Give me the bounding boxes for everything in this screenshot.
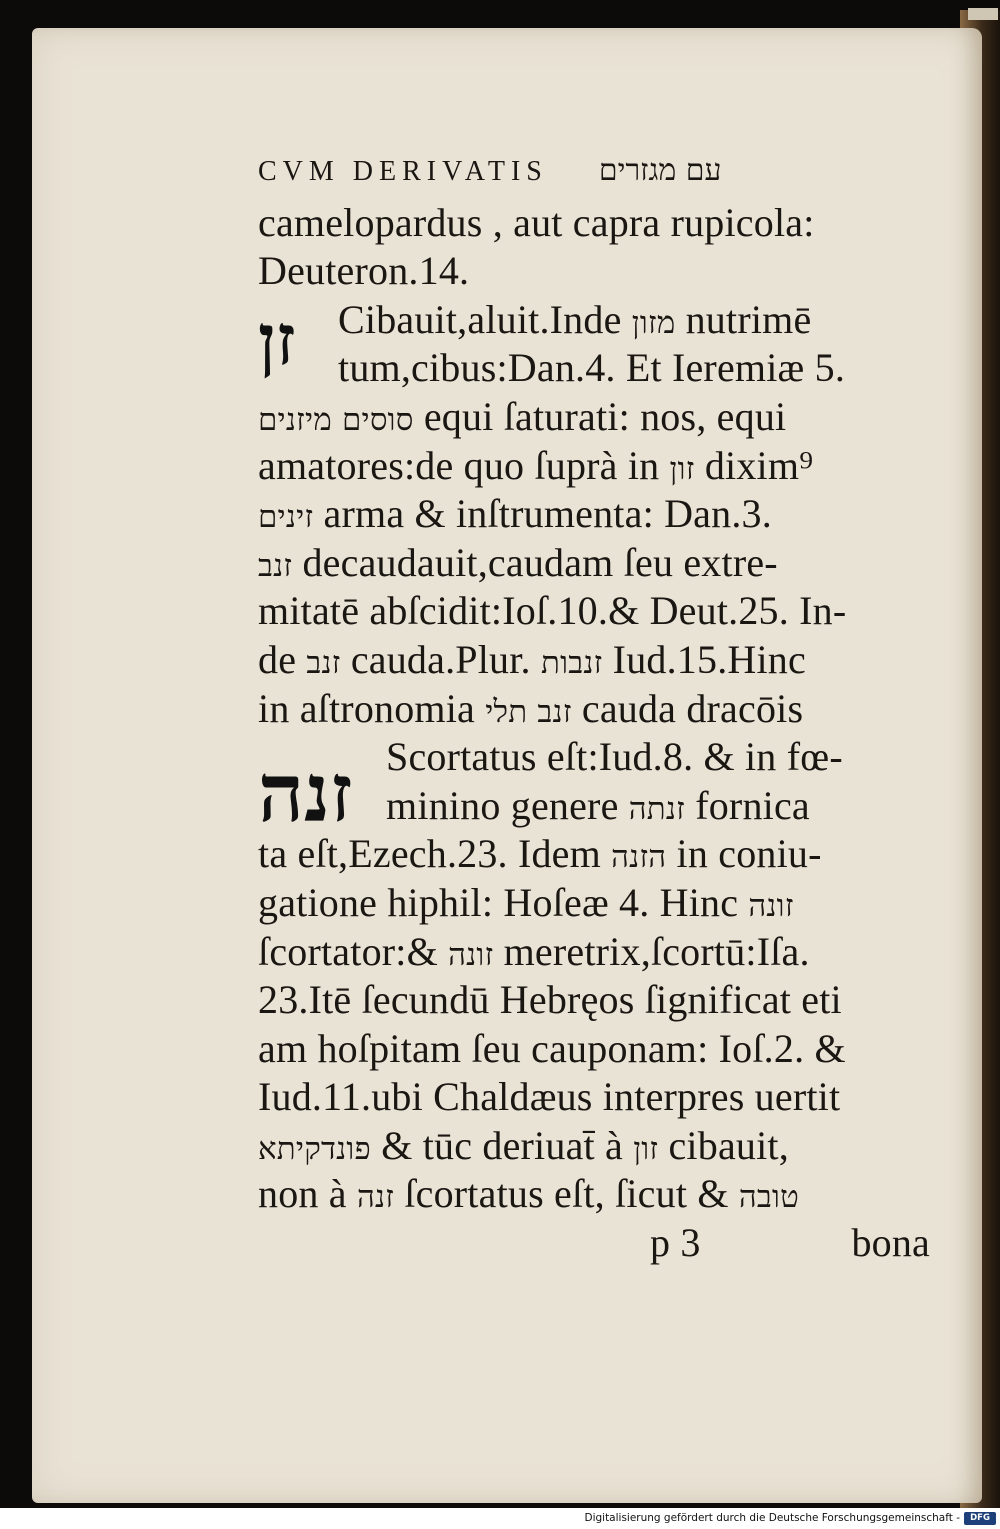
- text-line: [258, 733, 930, 782]
- text-line: [258, 1073, 930, 1122]
- latin-text: cauda.Plur.: [340, 636, 541, 682]
- latin-text: equi ſaturati: nos, equi: [413, 393, 787, 439]
- text-line: [258, 539, 930, 588]
- latin-text: cauda dracōis: [571, 685, 804, 731]
- page-text: [258, 150, 930, 1268]
- text-line: [258, 393, 930, 442]
- latin-text: 23.Itē ſecundū Hebręos ſignificat eti: [258, 977, 842, 1023]
- page-corner: [968, 8, 998, 20]
- text-line: [258, 247, 930, 296]
- catchword: bona: [851, 1220, 930, 1266]
- latin-text: & tūc deriuat̄ à: [371, 1122, 634, 1168]
- latin-text: Deuteron.14.: [258, 248, 470, 294]
- text-line: [258, 830, 930, 879]
- latin-text: decaudauit,caudam ſeu extre-: [292, 539, 778, 585]
- latin-text: gatione hiphil: Hoſeæ 4. Hinc: [258, 879, 749, 925]
- running-header: [258, 150, 930, 199]
- latin-text: arma & inſtrumenta: Dan.3.: [313, 491, 772, 537]
- latin-text: fornica: [685, 782, 810, 828]
- header-latin: CVM DERIVATIS: [258, 156, 548, 187]
- latin-text: ſcortatus eſt, ſicut &: [394, 1171, 739, 1217]
- hebrew-word: הזנה: [611, 839, 667, 876]
- initial-letter-zanah: זנה: [258, 746, 353, 840]
- latin-text: in coniu-: [666, 831, 822, 877]
- hebrew-word: זינים: [258, 499, 314, 536]
- hebrew-word: זונה: [448, 936, 494, 973]
- hebrew-word: טובה: [738, 1179, 800, 1216]
- latin-text: Cibauit,aluit.Inde: [338, 296, 632, 342]
- latin-text: cibauit,: [658, 1122, 789, 1168]
- latin-text: minino genere: [386, 782, 629, 828]
- text-line: [258, 490, 930, 539]
- text-line: [258, 928, 930, 977]
- latin-text: de: [258, 636, 307, 682]
- body-lines: [258, 199, 930, 1219]
- hebrew-word: זנב: [306, 644, 341, 681]
- text-line: [258, 879, 930, 928]
- latin-text: non à: [258, 1171, 357, 1217]
- attribution-text: Digitalisierung gefördert durch die Deutsche Forschungsgemeinschaft -: [584, 1512, 960, 1524]
- text-line: [258, 1025, 930, 1074]
- latin-text: in aſtronomia: [258, 685, 486, 731]
- header-hebrew: עם מגזרים: [598, 153, 722, 188]
- text-line: [258, 1122, 930, 1171]
- hebrew-word: פונדקיתא: [258, 1130, 371, 1167]
- text-line: [258, 296, 930, 345]
- hebrew-word: זנב תלי: [485, 693, 572, 730]
- text-line: [258, 344, 930, 393]
- text-line: [258, 685, 930, 734]
- latin-text: mitatē abſcidit:Ioſ.10.& Deut.25. In-: [258, 588, 847, 634]
- hebrew-word: זנתה: [628, 790, 685, 827]
- latin-text: dixim⁹: [694, 442, 814, 488]
- hebrew-word: זנבות: [540, 644, 603, 681]
- signature-mark: p 3: [650, 1220, 701, 1266]
- latin-text: tum,cibus:Dan.4. Et Ieremiæ 5.: [338, 345, 846, 391]
- latin-text: camelopardus , aut capra rupicola:: [258, 199, 815, 245]
- text-line: [258, 442, 930, 491]
- hebrew-word: זון: [669, 450, 695, 487]
- latin-text: Iud.15.Hinc: [602, 636, 806, 682]
- latin-text: ta eſt,Ezech.23. Idem: [258, 831, 612, 877]
- dfg-logo: DFG: [964, 1512, 996, 1525]
- text-line: [258, 587, 930, 636]
- hebrew-word: מזון: [631, 304, 676, 341]
- text-line: [258, 1170, 930, 1219]
- page-footer: [258, 1219, 930, 1268]
- hebrew-word: סוסים מיזנים: [258, 401, 414, 438]
- latin-text: amatores:de quo ſuprà in: [258, 442, 670, 488]
- latin-text: Scortatus eſt:Iud.8. & in fœ-: [386, 734, 843, 780]
- text-line: [258, 199, 930, 248]
- text-line: [258, 636, 930, 685]
- hebrew-word: זנה: [356, 1179, 395, 1216]
- latin-text: nutrimē: [675, 296, 812, 342]
- hebrew-word: זונה: [748, 887, 794, 924]
- latin-text: meretrix,ſcortū:Iſa.: [493, 928, 810, 974]
- hebrew-word: זון: [633, 1130, 659, 1167]
- initial-letter-zan: זן: [258, 298, 296, 381]
- text-line: [258, 976, 930, 1025]
- text-line: [258, 782, 930, 831]
- latin-text: Iud.11.ubi Chaldæus interpres uertit: [258, 1074, 841, 1120]
- attribution-bar: [0, 1508, 1000, 1529]
- latin-text: am hoſpitam ſeu cauponam: Ioſ.2. &: [258, 1025, 846, 1071]
- hebrew-word: זנב: [258, 547, 293, 584]
- latin-text: ſcortator:&: [258, 928, 449, 974]
